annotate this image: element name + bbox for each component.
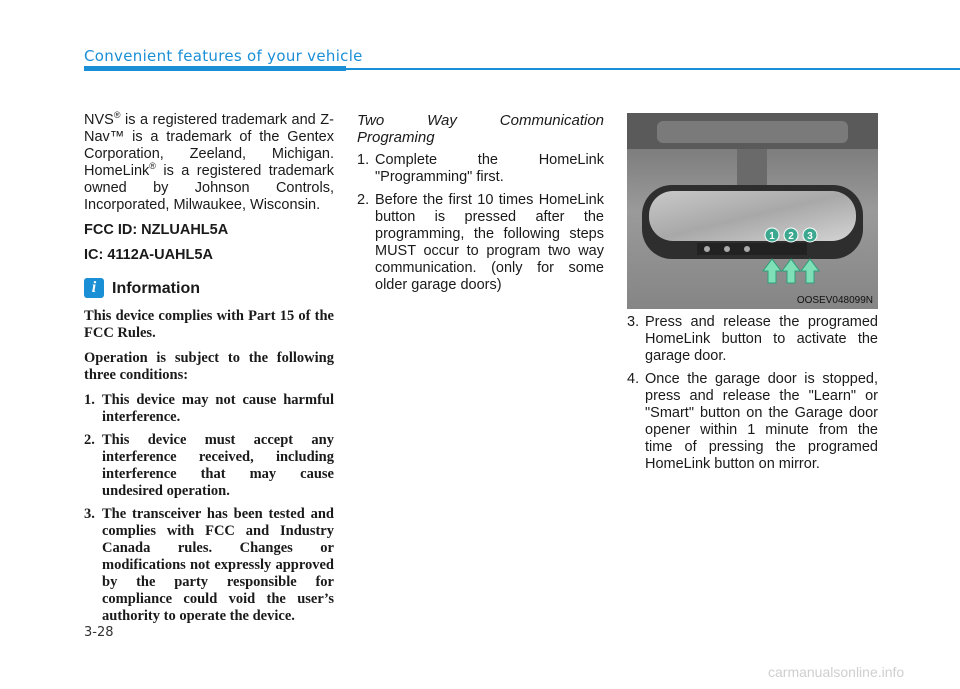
page-number: 3-28 [84, 625, 114, 640]
fcc-id: FCC ID: NZLUAHL5A [84, 222, 229, 238]
info-paragraph: Operation is subject to the following three conditions: [84, 350, 334, 383]
list-item: 3. The transceiver has been tested and complies with FCC and Industry Canada rules. Changes or modifications not expressly approved by the party responsible for compliance could void the user’s authority to operate the device. [84, 506, 334, 624]
column-left [84, 112, 334, 631]
marker-1: 1 [769, 231, 775, 242]
section-header-rule [84, 68, 960, 70]
info-paragraph: This device complies with Part 15 of the FCC Rules. [84, 308, 334, 341]
section-header-title: Convenient features of your vehicle [84, 47, 363, 65]
list-item: 3. Press and release the programed HomeLink button to activate the garage door. [627, 314, 878, 364]
trademark-paragraph: NVS® is a registered trademark and Z-Nav™ is a trademark of the Gentex Corporation, Zeeland, Michigan. HomeLink® is a registered trademark owned by Johnson Controls, Incorporated, Milwaukee, Wisconsin. [84, 110, 334, 213]
marker-2: 2 [788, 231, 794, 242]
list-item: 2. This device must accept any interference received, including interference that may cause undesired operation. [84, 432, 334, 499]
mirror-photo [627, 113, 878, 309]
arrow-up-icons [763, 259, 819, 283]
registered-mark: ® [149, 161, 156, 172]
photo-caption: OOSEV048099N [796, 295, 873, 306]
list-item: 1. Complete the HomeLink "Programming" first. [357, 152, 604, 185]
registered-mark: ® [113, 110, 121, 121]
ic-id: IC: 4112A-UAHL5A [84, 247, 213, 263]
rearview-mirror-illustration [627, 113, 878, 309]
conditions-list [84, 392, 334, 625]
list-item: 4. Once the garage door is stopped, press and release the "Learn" or "Smart" button on the Garage door opener within 1 minute from the time of pressing the programed HomeLink button on mirror. [627, 371, 878, 472]
marker-3: 3 [807, 231, 813, 242]
column-middle [357, 112, 604, 300]
subheading: Two Way Communication Programing [357, 112, 604, 146]
watermark: carmanualsonline.info [768, 664, 905, 680]
information-icon: i [84, 278, 104, 298]
list-item: 2. Before the first 10 times HomeLink button is pressed after the programming, the following steps MUST occur to program two way communication. (only for some older garage doors) [357, 192, 604, 293]
list-item: 1. This device may not cause harmful interference. [84, 392, 334, 425]
information-heading [84, 278, 334, 298]
column-right [627, 314, 878, 479]
information-label: Information [112, 279, 200, 297]
